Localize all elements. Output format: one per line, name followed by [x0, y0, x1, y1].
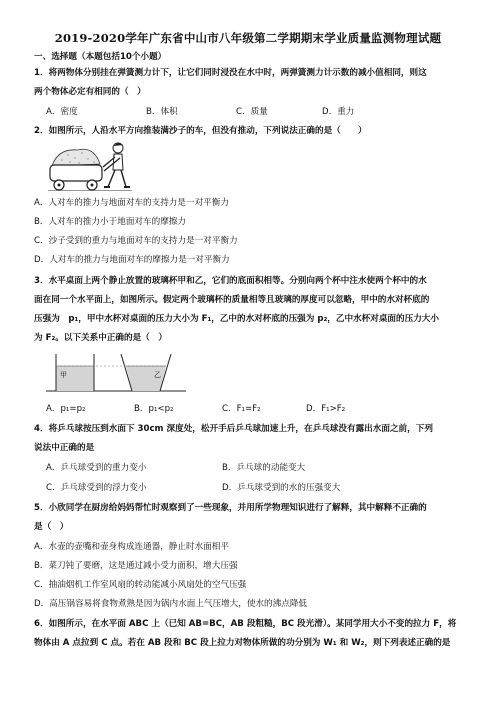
q4-stem-line1: 4．将乒乓球按压到水面下 30cm 深度处，松开手后乒乓球加速上升，在乒乓球没有露出水面之前，下列	[34, 424, 433, 434]
q5-option-b: B．菜刀钝了要磨，这是通过减小受力面积，增大压强	[34, 561, 238, 571]
q2-option-b: B．人对车的推力小于地面对车的摩擦力	[34, 217, 186, 227]
q3-option-d: D．F₁>F₂	[306, 404, 346, 414]
q1-option-d: D．重力	[322, 107, 355, 117]
q3-stem-line1: 3．水平桌面上两个静止放置的玻璃杯甲和乙，它们的底面积相等。分别向两个杯中注水使两个杯中的水	[34, 276, 427, 286]
q4-option-c: C．乒乓球受到的浮力变小	[46, 483, 147, 493]
q6-stem-line1: 6．如图所示，在水平面 ABC 上（已知 AB=BC，AB 段粗糙，BC 段光滑）。某同学用大小不变的拉力 F，将	[34, 619, 457, 629]
q1-option-b: B．体积	[146, 107, 178, 117]
q3-stem-line4: 为 F₂。以下关系中正确的是（ ）	[34, 333, 167, 343]
q4-stem-line2: 说法中正确的是	[34, 443, 95, 453]
q1-option-c: C．质量	[236, 107, 268, 117]
q3-option-c: C．F₁=F₂	[222, 404, 261, 414]
q2-option-c: C．沙子受到的重力与地面对车的支持力是一对平衡力	[34, 236, 238, 246]
q3-stem-line2: 面在同一个水平面上，如图所示。假定两个玻璃杯的质量相等且玻璃的厚度可以忽略，甲中的水对杯底的	[34, 295, 430, 305]
q1-option-a: A．密度	[46, 107, 78, 117]
q5-option-a: A．水壶的壶嘴和壶身构成连通器，静止时水面相平	[34, 542, 229, 552]
glasses-figure	[46, 352, 186, 394]
q1-stem-line1: 1．将两物体分别挂在弹簧测力计下，让它们同时浸没在水中时，两弹簧测力计示数的减小值相同，则这	[34, 68, 427, 78]
q5-stem-line1: 5．小欣同学在厨房给妈妈帮忙时观察到了一些现象，并用所学物理知识进行了解释，其中解释不正确的	[34, 503, 427, 513]
q2-option-a: A．人对车的推力与地面对车的支持力是一对平衡力	[34, 198, 229, 208]
page-title: 2019-2020学年广东省中山市八年级第二学期期末学业质量监测物理试题	[54, 31, 442, 45]
q5-option-c: C．抽油烟机工作室风扇的转动能减小风扇处的空气压强	[34, 580, 247, 590]
cart-pushing-figure	[48, 140, 132, 192]
q3-option-a: A．p₁=p₂	[46, 404, 86, 414]
label-yi: 乙	[154, 371, 161, 379]
q3-stem-line3: 压强为 p₁，甲中水杯对桌面的压力大小为 F₁，乙中的水对杯底的压强为 p₂，乙中水杯对桌面的压力大小	[34, 314, 439, 324]
q4-option-a: A．乒乓球受到的重力变小	[46, 463, 147, 473]
q2-stem: 2．如图所示，人沿水平方向推装满沙子的车，但没有推动，下列说法正确的是（ ）	[34, 126, 367, 136]
q5-stem-line2: 是（ ）	[34, 522, 69, 532]
q4-option-d: D．乒乓球受到的水的压强变大	[222, 483, 341, 493]
q1-stem-line2: 两个物体必定有相同的（ ）	[34, 87, 146, 97]
section-heading: 一、选择题（本题包括10个小题）	[34, 52, 167, 62]
q6-stem-line2: 物体由 A 点拉到 C 点。若在 AB 段和 BC 段上拉力对物体所做的功分别为 W₁ 和 W₂，则下列表述正确的是	[34, 638, 451, 648]
q4-option-b: B．乒乓球的动能变大	[222, 463, 306, 473]
q2-option-d: D．人对车的推力与地面对车的摩擦力是一对平衡力	[34, 255, 230, 265]
q5-option-d: D．高压锅容易将食物煮熟是因为锅内水面上气压增大，使水的沸点降低	[34, 599, 308, 609]
label-jia: 甲	[60, 371, 67, 379]
q3-option-b: B．p₁<p₂	[134, 404, 174, 414]
